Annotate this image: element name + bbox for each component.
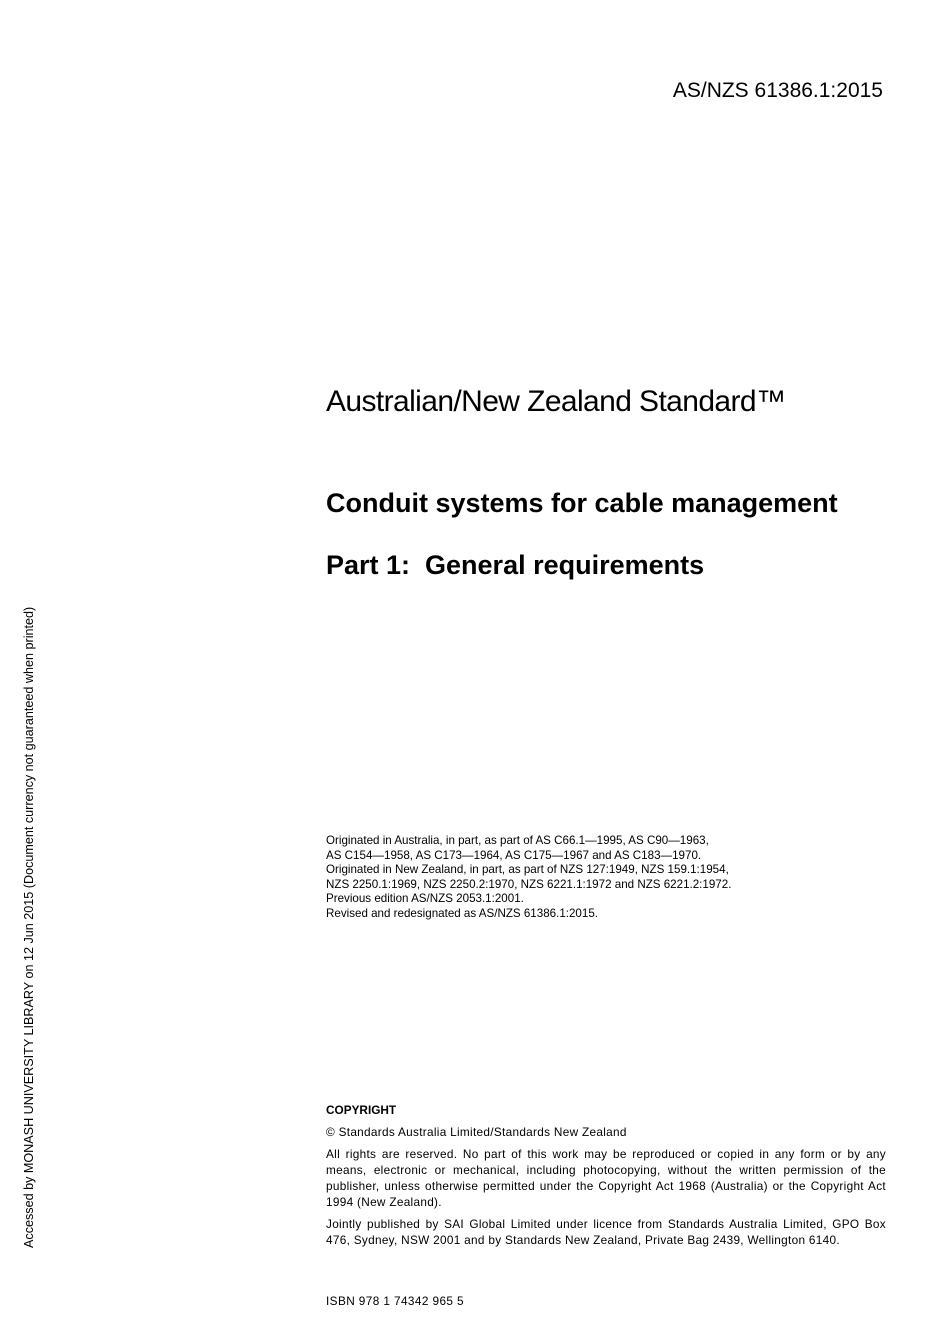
publisher-notice: Jointly published by SAI Global Limited under licence from Standards Australia Limited, GPO Box 476, Sydney, NSW 2001 and by Standards New Zealand, Private Bag 2439, Wellington 6140. (326, 1217, 886, 1247)
standard-number: AS/NZS 61386.1:2015 (672, 79, 883, 102)
copyright-heading: COPYRIGHT (326, 1103, 397, 1117)
history-line: NZS 2250.1:1969, NZS 2250.2:1970, NZS 6221.1:1972 and NZS 6221.2:1972. (326, 877, 732, 891)
history-line: Originated in Australia, in part, as part of AS C66.1—1995, AS C90—1963, (326, 834, 709, 847)
history-line: Previous edition AS/NZS 2053.1:2001. (326, 892, 524, 906)
document-title: Conduit systems for cable management (326, 488, 838, 518)
standard-series-heading: Australian/New Zealand Standard™ (326, 385, 786, 418)
access-watermark: Accessed by MONASH UNIVERSITY LIBRARY on 12 Jun 2015 (Document currency not guaranteed when printed) (22, 606, 36, 1248)
isbn: ISBN 978 1 74342 965 5 (326, 1294, 465, 1308)
copyright-block (326, 1102, 886, 1254)
publication-history (326, 834, 886, 922)
history-line: Originated in New Zealand, in part, as part of NZS 127:1949, NZS 159.1:1954, (326, 863, 729, 877)
document-subtitle: Part 1: General requirements (326, 550, 705, 580)
history-line: Revised and redesignated as AS/NZS 61386.1:2015. (326, 906, 598, 920)
copyright-owner: © Standards Australia Limited/Standards New Zealand (326, 1125, 627, 1139)
copyright-rights-notice: All rights are reserved. No part of this work may be reproduced or copied in any form or by any means, electronic or mechanical, including photocopying, without the written permission of the publisher, unless otherwise permitted under the Copyright Act 1968 (Australia) or the Copyright Act 1994 (New Zealand). (326, 1147, 886, 1209)
history-line: AS C154—1958, AS C173—1964, AS C175—1967 and AS C183—1970. (326, 848, 702, 862)
